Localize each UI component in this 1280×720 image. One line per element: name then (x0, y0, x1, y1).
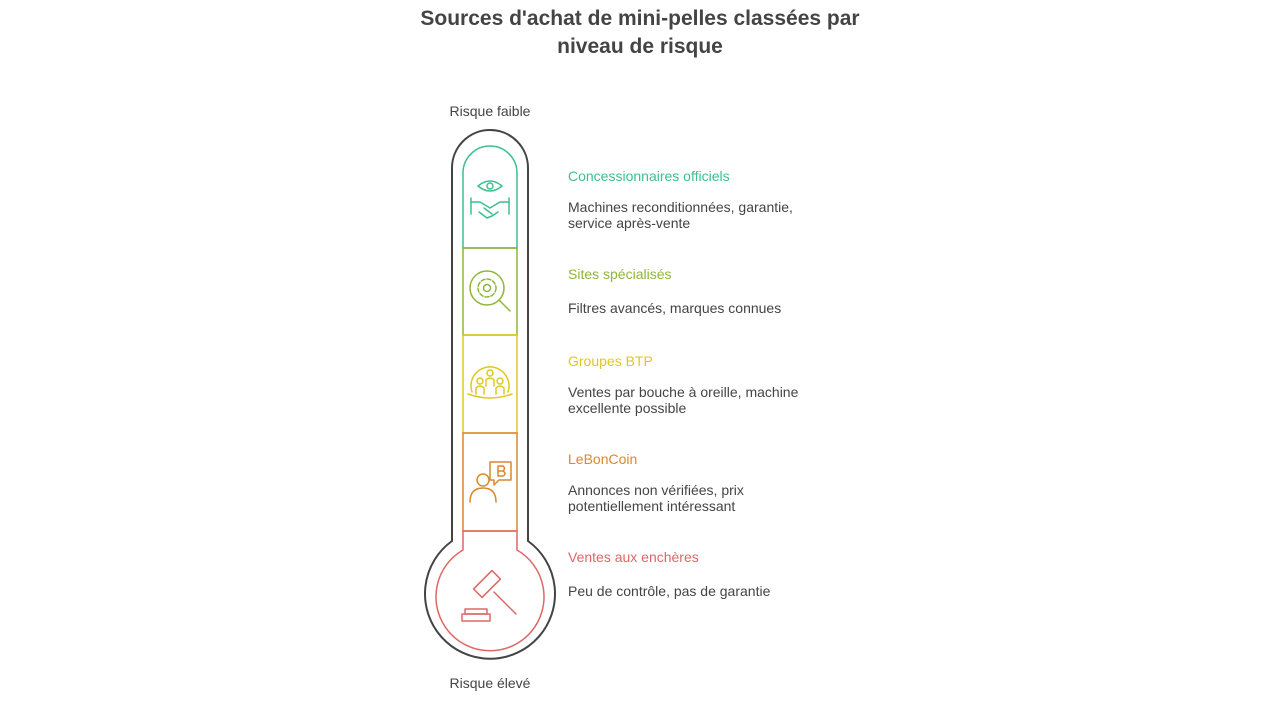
item-leboncoin (568, 451, 828, 514)
item-description: Machines reconditionnées, garantie, service après-vente (568, 199, 793, 231)
item-name: Concessionnaires officiels (568, 168, 730, 184)
handshake-eye-icon (471, 181, 509, 218)
title-line-2: niveau de risque (557, 35, 723, 58)
gavel-icon (462, 571, 516, 621)
high-risk-label: Risque élevé (449, 675, 531, 691)
people-group-icon (468, 367, 512, 398)
item-name: Sites spécialisés (568, 266, 672, 282)
item-groupes (568, 353, 828, 416)
segment-concessionnaires (463, 146, 517, 248)
person-bitcoin-icon (470, 462, 511, 502)
thermometer-outline (425, 130, 555, 659)
item-description: Filtres avancés, marques connues (568, 300, 782, 316)
segment-leboncoin (463, 433, 517, 531)
item-description: Peu de contrôle, pas de garantie (568, 583, 771, 599)
item-description: Ventes par bouche à oreille, machine excellente possible (568, 384, 799, 416)
segment-encheres (436, 531, 544, 651)
item-name: Ventes aux enchères (568, 549, 699, 565)
item-sites (568, 266, 828, 316)
title-line-1: Sources d'achat de mini-pelles classées par (420, 7, 860, 30)
item-encheres (568, 549, 828, 599)
low-risk-label: Risque faible (449, 103, 531, 119)
gear-magnifier-icon (470, 271, 510, 311)
item-name: LeBonCoin (568, 451, 638, 467)
item-name: Groupes BTP (568, 353, 653, 369)
item-description: Annonces non vérifiées, prix potentiellement intéressant (568, 482, 744, 514)
item-concessionnaires (568, 168, 828, 231)
